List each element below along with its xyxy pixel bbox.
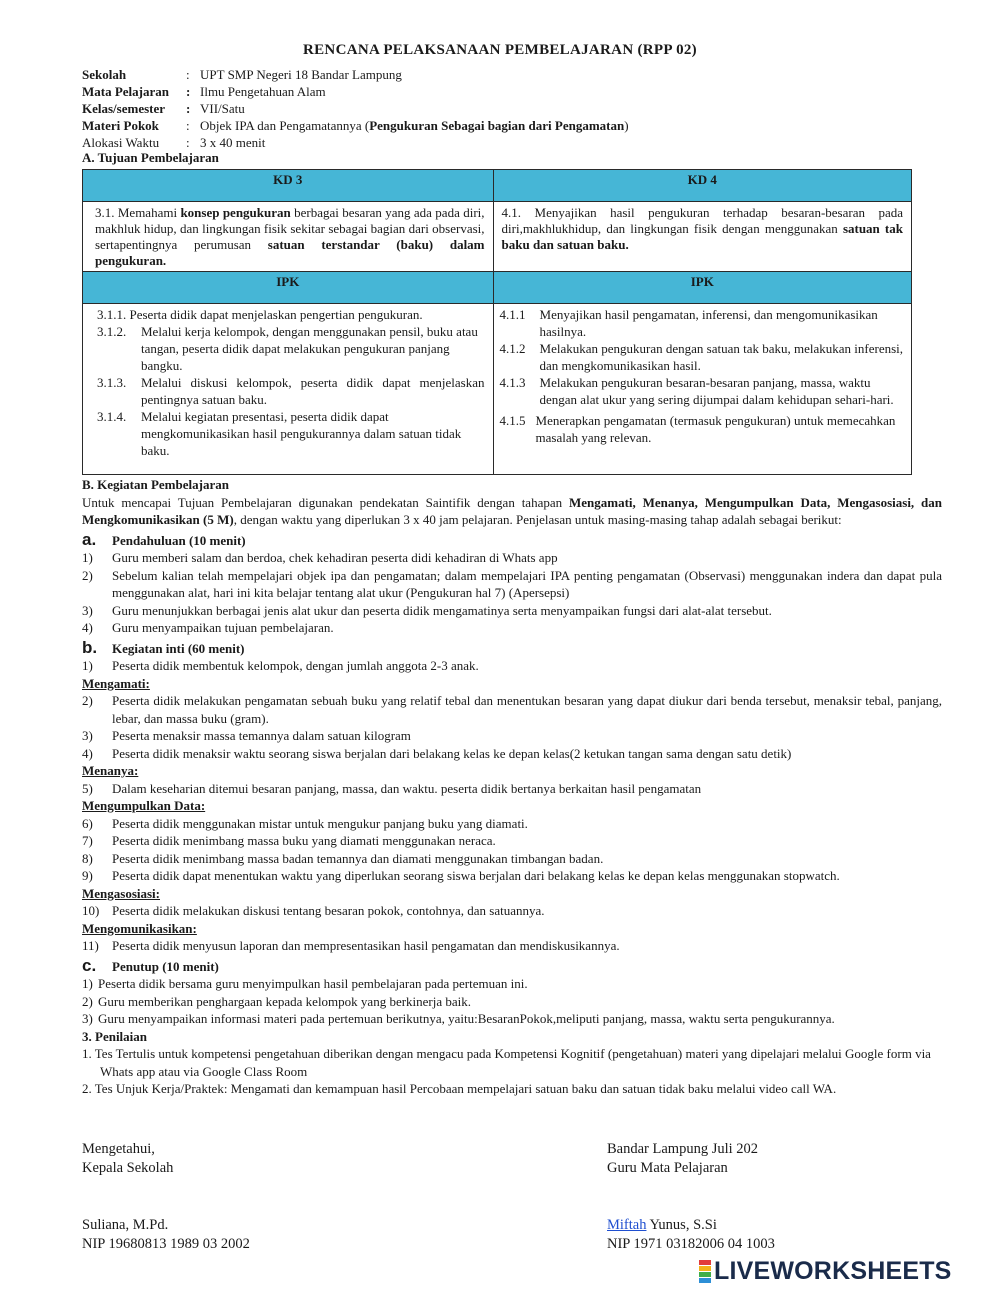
intro-text: , dengan waktu yang diperlukan 3 x 40 jam pelajaran. Penjelasan untuk masing-masing tahap adalah sebagai berikut: [233,512,842,527]
ipk-num: 4.1.5 [499,413,526,428]
list-item [82,619,942,637]
item-num: 8) [82,850,93,866]
info-block [82,66,629,151]
info-value [200,117,629,134]
liveworksheets-logo [699,1258,952,1284]
item-text: Peserta didik menyusun laporan dan mempresentasikan hasil pengamatan dan mendiskusikannya. [112,938,620,953]
info-value-bold: Pengukuran Sebagai bagian dari Pengamatan [369,118,625,133]
item-text: Dalam keseharian ditemui besaran panjang, massa, dan waktu. peserta didik bertanya berkaitan hasil pengamatan [112,780,702,796]
ipk-item [97,408,485,459]
info-value-part: Objek IPA dan Pengamatannya ( [200,118,370,133]
kd3-text [83,202,493,271]
subsection-title: Penutup (10 menit) [112,958,219,974]
item-text: Guru memberikan penghargaan kepada kelompok yang berkinerja baik. [98,993,472,1009]
sig-line: Kepala Sekolah [82,1160,174,1176]
kd4-header: KD 4 [493,170,911,202]
kd4-cell [493,202,911,272]
ipk-item [97,306,485,323]
ipk-text: Melakukan pengukuran dengan satuan tak baku, melakukan inferensi, dan mengkomunikasikan hasil. [539,341,904,373]
mengasosiasi-heading: Mengasosiasi: [82,885,160,901]
list-item [82,1010,942,1028]
item-num: 1) [82,658,93,673]
ipk-item [97,323,485,374]
info-colon: : [186,67,190,82]
ipk-item [500,340,907,374]
info-colon: : [186,84,191,99]
section-3-heading: 3. Penilaian [82,1028,148,1044]
ipk-text: Menerapkan pengamatan (termasuk pengukuran) untuk memecahkan masalah yang relevan. [535,413,896,445]
info-value: UPT SMP Negeri 18 Bandar Lampung [200,67,402,82]
item-text: Guru menyampaikan tujuan pembelajaran. [112,620,334,635]
liveworksheets-logo-icon [699,1259,711,1283]
info-value: 3 x 40 menit [200,135,266,150]
item-num: 6) [82,815,93,831]
section-b-heading: B. Kegiatan Pembelajaran [82,477,229,492]
logo-bar [699,1266,711,1271]
logo-bar [699,1260,711,1265]
info-value: Ilmu Pengetahuan Alam [200,84,326,99]
list-item [82,657,942,675]
section-a-heading: A. Tujuan Pembelajaran [82,150,219,165]
item-text: Peserta didik melakukan diskusi tentang besaran pokok, contohnya, dan satuannya. [112,903,545,918]
item-num: 7) [82,833,93,848]
item-num: 2) [82,693,93,708]
ipk-text: Melalui diskusi kelompok, peserta didik dapat menjelaskan pentingnya satuan baku. [141,375,485,407]
signature-left-top [82,1140,173,1178]
list-item [82,975,942,993]
signer-name-link[interactable]: Miftah [607,1217,647,1233]
penilaian-item: 2. Tes Unjuk Kerja/Praktek: Mengamati dan kemampuan hasil Percobaan mempelajari satuan baku dan satuan tidak baku melalui video call WA. [82,1081,837,1096]
item-text: Peserta didik menaksir waktu seorang siswa berjalan dari belakang kelas ke depan kelas(2 ketukan tangan sama dengan satu detik) [112,745,792,761]
ipk-text: Melalui kerja kelompok, dengan menggunakan pensil, buku atau tangan, peserta didik dapat melakukan pengukuran panjang bangku. [141,324,478,373]
section-b-intro [82,494,942,529]
item-num: 5) [82,780,93,796]
ipk-text: Melalui kegiatan presentasi, peserta didik dapat mengkomunikasikan hasil pengukurannya dalam satuan tidak baku. [141,409,462,458]
signature-right-top [607,1140,758,1178]
penilaian-item: 1. Tes Tertulis untuk kompetensi pengetahuan diberikan dengan mengacu pada Kompetensi Kognitif (pengetahuan) materi yang dipelajari melalui Google form via Whats app atau via Google Class Room [82,1046,931,1079]
sig-line: Guru Mata Pelajaran [607,1160,728,1176]
subsection-letter: a. [82,529,97,549]
sig-line: Mengetahui, [82,1141,155,1157]
item-num: 4) [82,620,93,635]
item-text: Guru memberi salam dan berdoa, chek kehadiran peserta didi kehadiran di Whats app [112,550,558,565]
list-item [82,832,942,850]
info-colon: : [186,101,191,116]
list-item [82,993,942,1011]
kd3-text-part: 3.1. Memahami [95,205,181,220]
item-text: Peserta menaksir massa temannya dalam satuan kilogram [112,728,411,743]
item-num: 1) [82,976,93,991]
item-num: 9) [82,868,93,883]
mengumpulkan-heading: Mengumpulkan Data: [82,798,206,813]
list-item [82,567,942,602]
signer-name: Suliana, M.Pd. [82,1217,169,1233]
info-row-mapel [82,83,629,100]
signer-name-rest: Yunus, S.Si [646,1217,717,1233]
item-text: Peserta didik menimbang massa badan temannya dan diamati menggunakan timbangan badan. [112,850,604,866]
subsection-c-heading [82,957,942,976]
signer-name [607,1216,775,1235]
kd3-cell [83,202,494,272]
info-key: Kelas/semester [82,101,166,116]
list-item [82,692,942,727]
item-num: 11) [82,938,99,953]
ipk-header-right: IPK [493,272,911,304]
subsection-letter: b. [82,637,98,657]
item-text: Sebelum kalian telah mempelajari objek ipa dan pengamatan; dalam mempelajari IPA penting pengamatan (Observasi) menggunakan indera dan dapat pula menggunakan alat, hari ini kita belajar tentang alat ukur (Pengukuran hal 7) (Apersepsi) [112,567,942,600]
sig-line: Bandar Lampung Juli 202 [607,1141,759,1157]
ipk-item [500,306,907,340]
list-item [82,867,942,885]
document-title: RENCANA PELAKSANAAN PEMBELAJARAN (RPP 02) [303,42,697,58]
signer-nip: NIP 19680813 1989 03 2002 [82,1236,250,1252]
list-item [82,937,942,955]
intro-bold: Mengamati, Menanya, Mengumpulkan Data, Mengasosiasi, dan Mengkomunikasikan (5 M) [82,494,942,527]
item-num: 3) [82,1011,93,1026]
info-key: Materi Pokok [82,118,159,133]
item-num: 4) [82,745,93,761]
info-value: VII/Satu [200,101,245,116]
ipk-right-list [494,304,911,447]
info-value-end: ) [624,118,629,133]
mengamati-heading: Mengamati: [82,675,150,691]
ipk-text: Menyajikan hasil pengamatan, inferensi, dan mengomunikasikan hasilnya. [539,307,878,339]
subsection-title: Kegiatan inti (60 menit) [112,640,245,656]
list-item [82,902,942,920]
signature-right-bottom [607,1216,775,1254]
info-row-sekolah [82,66,629,83]
list-item [82,727,942,745]
kd4-text-bold: satuan tak baku dan satuan baku. [501,221,903,252]
item-num: 2) [82,993,93,1009]
list-item [82,602,942,620]
item-text: Peserta didik bersama guru menyimpulkan hasil pembelajaran pada pertemuan ini. [98,976,528,991]
item-num: 10) [82,903,100,918]
menanya-heading: Menanya: [82,763,139,778]
info-row-alokasi [82,134,629,151]
info-key: Mata Pelajaran [82,84,170,99]
info-colon: : [186,118,190,133]
ipk-num: 4.1.2 [499,341,526,356]
kd4-text [494,202,911,255]
info-row-materi [82,117,629,134]
list-item [82,815,942,833]
ipk-num: 4.1.3 [499,375,526,390]
ipk-left-cell [83,304,494,475]
ipk-num: 4.1.1 [499,307,526,322]
ipk-item [500,374,907,408]
signer-nip: NIP 1971 03182006 04 1003 [607,1236,775,1252]
ipk-num: 3.1.1. [97,307,127,322]
kd3-header: KD 3 [83,170,494,202]
ipk-header-left: IPK [83,272,494,304]
info-row-kelas [82,100,629,117]
item-text: Guru menunjukkan berbagai jenis alat ukur dan peserta didik mengamatinya serta menyampaikan fungsi dari alat-alat tersebut. [112,602,772,618]
item-text: Peserta didik menimbang massa buku yang diamati menggunakan neraca. [112,833,496,848]
mengomunikasikan-heading: Mengomunikasikan: [82,920,197,936]
item-text: Peserta didik dapat menentukan waktu yang diperlukan seorang siswa berjalan dari belakang kelas ke depan kelas menggunakan stopwatch. [112,868,840,883]
ipk-num: 3.1.4. [97,409,127,424]
liveworksheets-logo-text: LIVEWORKSHEETS [714,1256,952,1285]
subsection-title: Pendahuluan (10 menit) [112,532,246,548]
item-text: Peserta didik membentuk kelompok, dengan jumlah anggota 2-3 anak. [112,658,479,673]
ipk-num: 3.1.2. [97,324,127,339]
subsection-b-heading [82,639,942,658]
info-colon: : [186,135,190,150]
subsection-a-heading [82,531,942,550]
ipk-item [97,374,485,408]
list-item [82,745,942,763]
logo-bar [699,1272,711,1277]
signature-left-bottom [82,1216,250,1254]
kd-table [82,169,912,475]
item-num: 2) [82,567,93,583]
kd3-text-part: berbagai besaran yang ada pada diri, makhluk hidup, dan lingkungan fisik sekitar sebagai bagian dari observasi, sertapentingnya perumusan [95,205,485,252]
item-text: Peserta didik melakukan pengamatan sebuah buku yang relatif tebal dan menentukan besaran yang dapat diukur dari benda tersebut, menaksir tebal, panjang, lebar, dan massa buku (gram). [112,693,942,726]
item-text: Peserta didik menggunakan mistar untuk mengukur panjang buku yang diamati. [112,815,528,831]
kd4-text-part: 4.1. Menyajikan hasil pengukuran terhadap besaran-besaran pada diri,makhlukhidup, dan lingkungan fisik dengan menggunakan [501,205,903,236]
list-item [82,850,942,868]
info-key: Alokasi Waktu [82,135,160,150]
item-num: 1) [82,550,93,565]
list-item [82,780,942,798]
subsection-letter: c. [82,955,97,975]
main-body [82,476,942,1098]
item-num: 3) [82,602,93,618]
ipk-num: 3.1.3. [97,375,127,390]
list-item [82,549,942,567]
info-key: Sekolah [82,67,127,82]
item-num: 3) [82,728,93,743]
item-text: Guru menyampaikan informasi materi pada pertemuan berikutnya, yaitu:BesaranPokok,meliputi panjang, massa, waktu serta pengukurannya. [98,1011,835,1026]
kd3-text-bold: konsep pengukuran [180,205,291,220]
kd3-text-bold: satuan terstandar (baku) dalam pengukuran. [95,237,485,268]
intro-text: Untuk mencapai Tujuan Pembelajaran digunakan pendekatan Saintifik dengan tahapan [82,494,569,510]
ipk-text: Melakukan pengukuran besaran-besaran panjang, massa, waktu dengan alat ukur yang sering dijumpai dalam kehidupan sehari-hari. [539,375,894,407]
ipk-left-list [83,304,493,460]
ipk-right-cell [493,304,911,475]
ipk-text: Peserta didik dapat menjelaskan pengertian pengukuran. [126,307,423,322]
ipk-item [500,412,907,446]
logo-bar [699,1278,711,1283]
